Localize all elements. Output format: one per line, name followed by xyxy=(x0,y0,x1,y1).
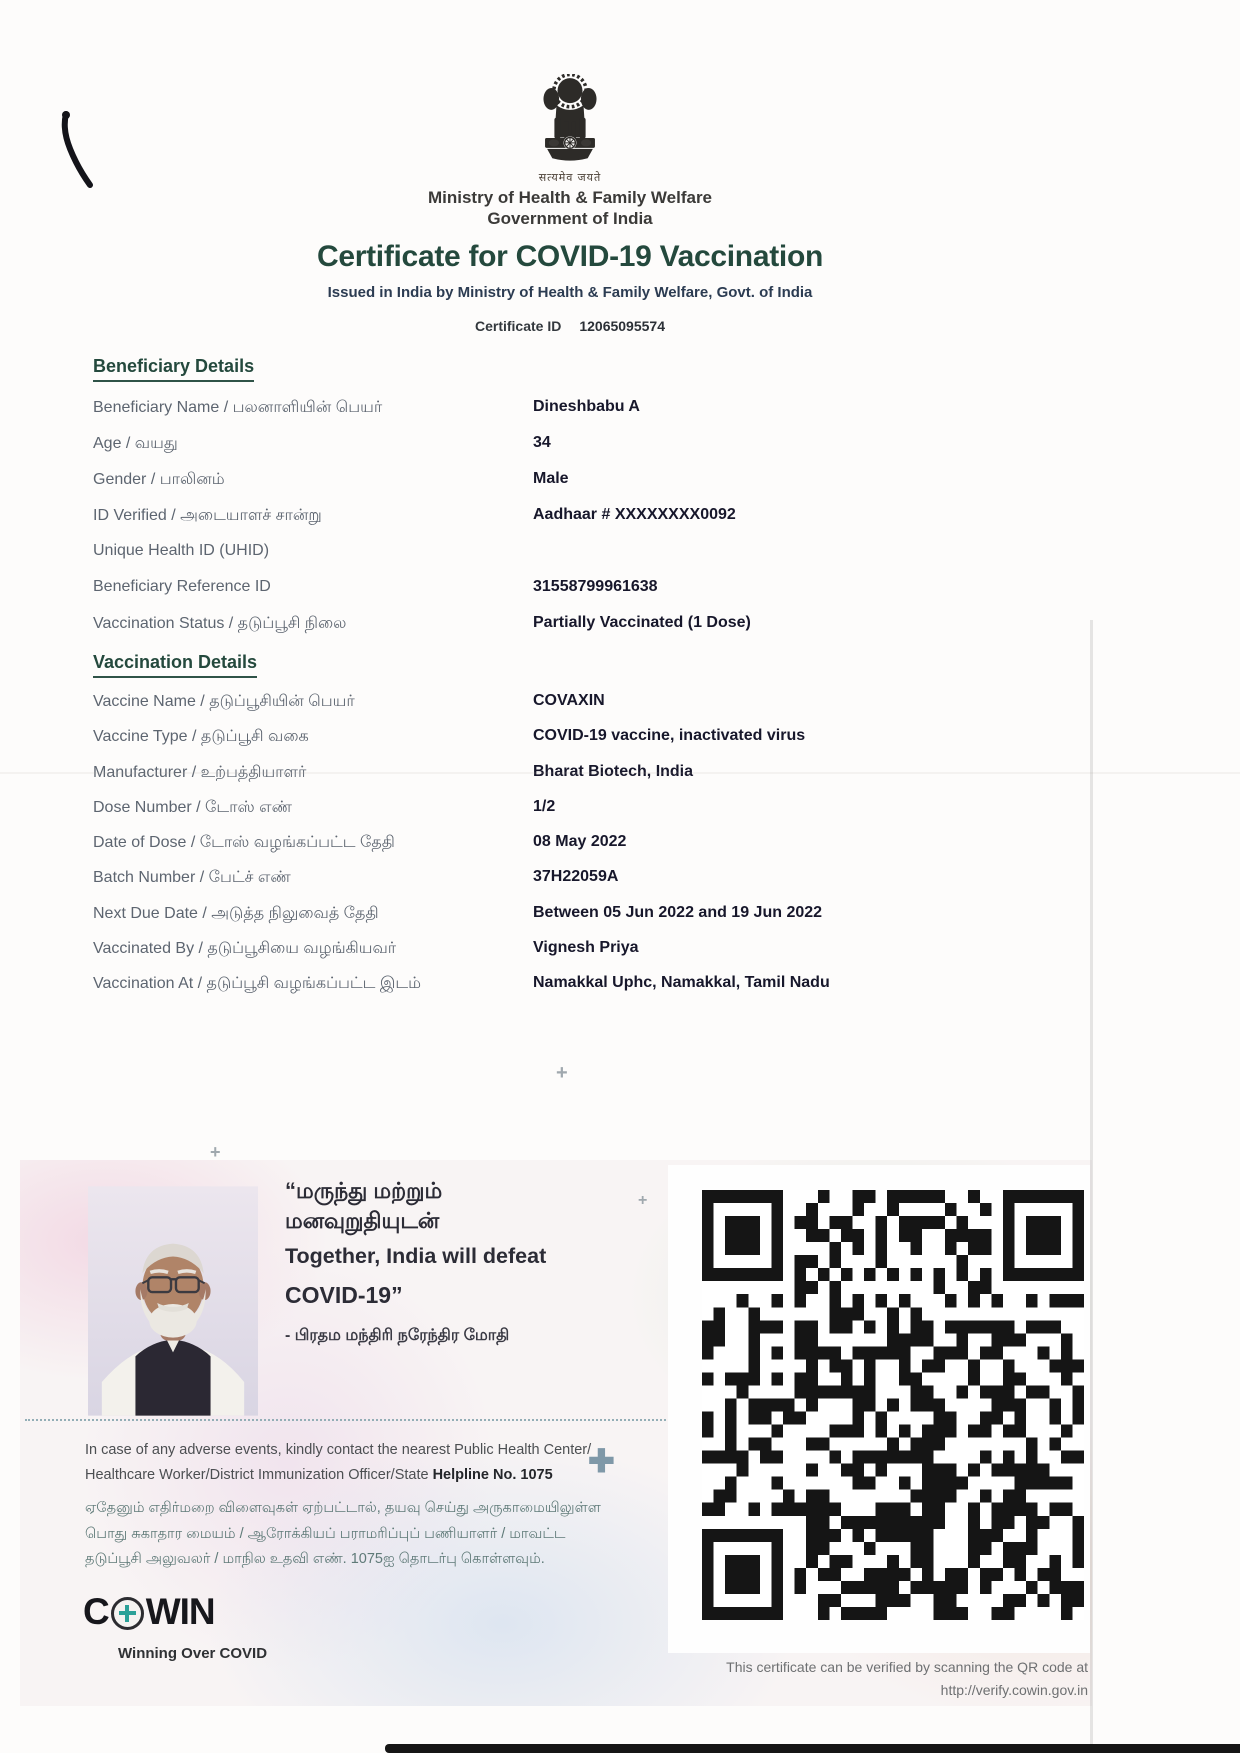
table-row xyxy=(93,727,1093,762)
row-value: Between 05 Jun 2022 and 19 Jun 2022 xyxy=(533,903,823,921)
qr-caption xyxy=(638,1656,1088,1702)
cowin-logo xyxy=(83,1590,215,1634)
plus-mark-icon: + xyxy=(210,1142,221,1162)
government-line: Government of India xyxy=(487,209,653,228)
beneficiary-details-table xyxy=(93,398,1093,650)
row-value: Aadhaar # XXXXXXXX0092 xyxy=(533,506,736,523)
table-row xyxy=(93,692,1093,727)
cowin-tagline: Winning Over COVID xyxy=(118,1645,268,1662)
certificate-id-line xyxy=(0,318,1140,334)
quote-tamil-line1: “மருந்து மற்றும் xyxy=(285,1178,443,1203)
table-row xyxy=(93,904,1093,939)
row-label: Beneficiary Reference ID xyxy=(93,578,271,595)
scan-crease xyxy=(0,772,1240,774)
row-value: Dineshbabu A xyxy=(533,398,640,415)
cowin-logo-c: C xyxy=(83,1591,109,1632)
table-row xyxy=(93,974,1093,1009)
table-row xyxy=(93,398,1093,434)
row-label: Unique Health ID (UHID) xyxy=(93,542,270,559)
row-label: Age / வயது xyxy=(93,435,178,452)
qr-caption-line2: http://verify.cowin.gov.in xyxy=(940,1682,1088,1698)
table-row xyxy=(93,868,1093,903)
national-emblem-icon xyxy=(522,74,618,178)
plus-mark-icon: + xyxy=(638,1192,648,1209)
row-label: ID Verified / அடையாளச் சான்று xyxy=(93,507,322,524)
certificate-title: Certificate for COVID-19 Vaccination xyxy=(316,240,823,273)
quote-english-line2: COVID-19” xyxy=(285,1282,403,1308)
beneficiary-details-heading: Beneficiary Details xyxy=(93,356,254,382)
pm-modi-photo xyxy=(88,1184,258,1418)
table-row xyxy=(93,470,1093,506)
row-value: 31558799961638 xyxy=(533,578,658,595)
certificate-id-label: Certificate ID xyxy=(474,318,562,334)
row-label: Next Due Date / அடுத்த நிலுவைத் தேதி xyxy=(93,904,379,922)
qr-code xyxy=(702,1190,1084,1620)
table-row xyxy=(93,798,1093,833)
cowin-logo-win: WIN xyxy=(145,1591,215,1632)
row-value: 1/2 xyxy=(533,797,556,815)
row-label: Vaccinated By / தடுப்பூசியை வழங்கியவர் xyxy=(93,940,397,958)
helpline-number: Helpline No. 1075 xyxy=(432,1467,553,1483)
row-label: Vaccination At / தடுப்பூசி வழங்கப்பட்ட இடம் xyxy=(93,975,421,993)
row-value: Vignesh Priya xyxy=(533,939,639,957)
row-label: Vaccine Name / தடுப்பூசியின் பெயர் xyxy=(93,693,355,710)
scan-edge-strip xyxy=(385,1744,1240,1753)
vaccination-details-table xyxy=(93,692,1093,1010)
helpline-line1: In case of any adverse events, kindly contact the nearest Public Health Center/ xyxy=(85,1442,592,1458)
row-value: 37H22059A xyxy=(533,868,619,886)
helpline-text-tamil: ஏதேனும் எதிர்மறை விளைவுகள் ஏற்பட்டால், தயவு செய்து அருகாமையிலுள்ள பொது சுகாதார மையம் / ஆரோக்கியப் பராமரிப்புப் பணியாளர் / மாவட்ட தடுப்பூசி அலுவலர் / மாநில உதவி எண். 1075ஐ தொடர்பு கொள்ளவும். xyxy=(85,1500,601,1567)
row-value: COVID-19 vaccine, inactivated virus xyxy=(533,727,806,745)
plus-mark-icon: ✚ xyxy=(588,1443,615,1479)
certificate-subtitle: Issued in India by Ministry of Health & Family Welfare, Govt. of India xyxy=(327,284,813,301)
row-label: Manufacturer / உற்பத்தியாளர் xyxy=(93,763,307,781)
scan-shadow xyxy=(1090,620,1093,1753)
quote-english-line1: Together, India will defeat xyxy=(285,1244,547,1268)
dotted-separator xyxy=(25,1419,670,1421)
helpline-line2: Healthcare Worker/District Immunization Officer/State xyxy=(85,1467,433,1483)
quote-attribution: - பிரதம மந்திரி நரேந்திர மோதி xyxy=(285,1327,510,1344)
cowin-plus-icon xyxy=(111,1597,144,1630)
row-label: Date of Dose / டோஸ் வழங்கப்பட்ட தேதி xyxy=(93,834,395,852)
ministry-line: Ministry of Health & Family Welfare xyxy=(427,188,713,207)
row-value: 34 xyxy=(533,434,551,451)
vaccination-details-heading: Vaccination Details xyxy=(93,652,257,678)
quote-tamil-line2: மனவுறுதியுடன் xyxy=(285,1208,440,1233)
row-value xyxy=(533,542,1093,578)
table-row xyxy=(93,833,1093,868)
helpline-text-en xyxy=(85,1438,615,1488)
row-value: Male xyxy=(533,470,569,487)
row-label: Vaccine Type / தடுப்பூசி வகை xyxy=(93,728,309,746)
table-row xyxy=(93,578,1093,614)
row-label: Batch Number / பேட்ச் எண் xyxy=(93,869,291,887)
table-row xyxy=(93,614,1093,650)
row-value: 08 May 2022 xyxy=(533,833,627,851)
table-row xyxy=(93,939,1093,974)
row-label: Beneficiary Name / பலனாளியின் பெயர் xyxy=(93,399,383,416)
emblem-motto: सत्यमेव जयते xyxy=(538,172,602,184)
qr-caption-line1: This certificate can be verified by scanning the QR code at xyxy=(726,1659,1088,1675)
row-label: Gender / பாலினம் xyxy=(93,471,225,488)
table-row xyxy=(93,763,1093,798)
plus-mark-icon: + xyxy=(556,1062,568,1084)
certificate-id-value: 12065095574 xyxy=(579,318,665,334)
row-label: Vaccination Status / தடுப்பூசி நிலை xyxy=(93,615,347,632)
table-row xyxy=(93,506,1093,542)
row-label: Dose Number / டோஸ் எண் xyxy=(93,798,292,816)
row-value: Bharat Biotech, India xyxy=(533,762,694,780)
row-value: COVAXIN xyxy=(533,692,605,709)
row-value: Namakkal Uphc, Namakkal, Tamil Nadu xyxy=(533,974,830,992)
table-row xyxy=(93,542,1093,578)
table-row xyxy=(93,434,1093,470)
row-value: Partially Vaccinated (1 Dose) xyxy=(533,614,751,631)
pen-mark xyxy=(52,108,112,198)
